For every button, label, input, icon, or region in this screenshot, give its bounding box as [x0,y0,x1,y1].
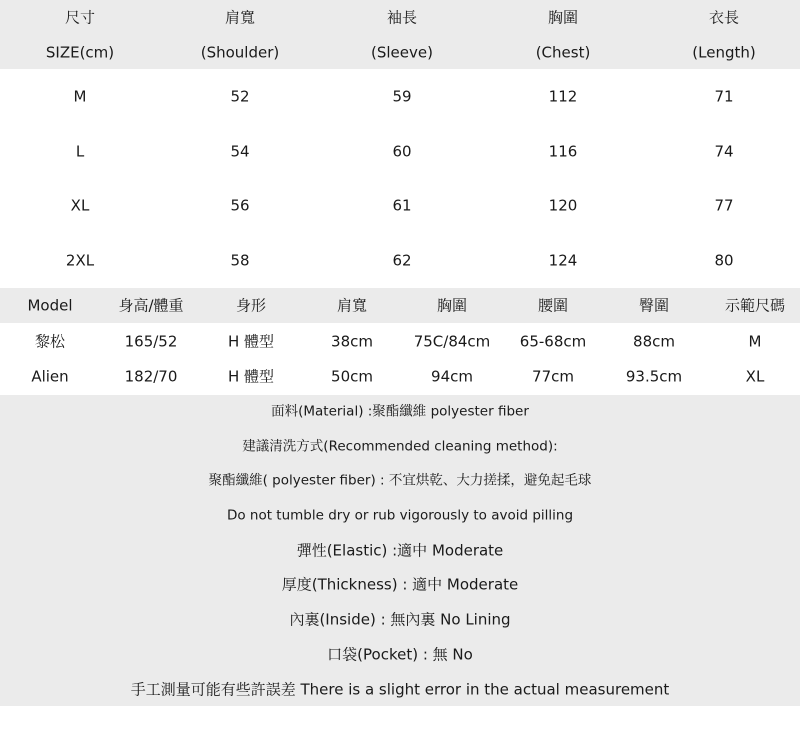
size-cell-size: 2XL [65,251,95,270]
size-header-zh-size: 尺寸 [64,8,96,27]
cleaning-instruction-en: Do not tumble dry or rub vigorously to avoid pilling [226,507,574,524]
model-cell-size-worn: XL [745,367,765,386]
size-header-en-size: SIZE(cm) [45,43,115,62]
size-cell-shoulder: 54 [230,142,250,161]
model-cell-chest: 94cm [431,367,473,386]
model-cell-hips: 88cm [633,332,675,351]
size-cell-sleeve: 59 [392,87,412,106]
model-cell-chest: 75C/84cm [413,332,491,351]
size-cell-length: 80 [714,251,734,270]
material-note: 面料(Material) :聚酯纖維 polyester fiber [271,403,529,420]
size-cell-sleeve: 60 [392,142,412,161]
model-cell-height-weight: 165/52 [124,332,178,351]
model-cell-shoulder: 38cm [331,332,373,351]
cleaning-method-heading: 建議清洗方式(Recommended cleaning method): [242,438,558,455]
size-cell-chest: 120 [548,196,578,215]
model-cell-body-type: H 體型 [227,332,275,351]
model-header-height-weight: 身高/體重 [118,296,184,315]
size-cell-chest: 116 [548,142,578,161]
model-header-model: Model [27,296,73,315]
size-cell-shoulder: 58 [230,251,250,270]
model-header-chest: 胸圍 [436,296,468,315]
care-notes-panel [0,395,800,706]
model-header-size-worn: 示範尺碼 [724,296,786,315]
pocket-note: 口袋(Pocket) : 無 No [327,645,473,664]
model-cell-body-type: H 體型 [227,367,275,386]
model-header-hips: 臀圍 [638,296,670,315]
model-cell-shoulder: 50cm [331,367,373,386]
size-cell-sleeve: 61 [392,196,412,215]
size-cell-shoulder: 56 [230,196,250,215]
model-cell-name: Alien [31,367,69,386]
model-cell-waist: 77cm [532,367,574,386]
size-header-zh-shoulder: 肩寬 [224,8,256,27]
model-cell-height-weight: 182/70 [124,367,178,386]
size-cell-length: 74 [714,142,734,161]
size-cell-sleeve: 62 [392,251,412,270]
size-header-en-shoulder: (Shoulder) [200,43,280,62]
size-header-en-sleeve: (Sleeve) [371,43,433,62]
size-header-en-chest: (Chest) [535,43,591,62]
size-cell-length: 77 [714,196,734,215]
model-cell-waist: 65-68cm [519,332,587,351]
model-cell-hips: 93.5cm [625,367,683,386]
thickness-note: 厚度(Thickness) : 適中 Moderate [281,575,519,594]
size-header-zh-chest: 胸圍 [547,8,579,27]
size-header-en-length: (Length) [692,43,756,62]
model-header-shoulder: 肩寬 [336,296,368,315]
cleaning-instruction-zh: 聚酯纖維( polyester fiber) : 不宜烘乾、大力搓揉，避免起毛球 [208,472,592,489]
size-cell-size: XL [70,196,90,215]
size-cell-length: 71 [714,87,734,106]
model-header-body-type: 身形 [235,296,267,315]
lining-note: 內裏(Inside) : 無內裏 No Lining [289,610,511,629]
measurement-disclaimer: 手工測量可能有些許誤差 There is a slight error in the actual measurement [130,680,670,699]
model-header-waist: 腰圍 [537,296,569,315]
size-cell-chest: 112 [548,87,578,106]
size-cell-chest: 124 [548,251,578,270]
size-cell-size: M [73,87,87,106]
size-cell-shoulder: 52 [230,87,250,106]
size-cell-size: L [75,142,85,161]
model-cell-size-worn: M [748,332,762,351]
elastic-note: 彈性(Elastic) :適中 Moderate [296,541,504,560]
size-header-zh-length: 衣長 [708,8,740,27]
size-header-zh-sleeve: 袖長 [386,8,418,27]
model-cell-name: 黎松 [34,332,66,351]
